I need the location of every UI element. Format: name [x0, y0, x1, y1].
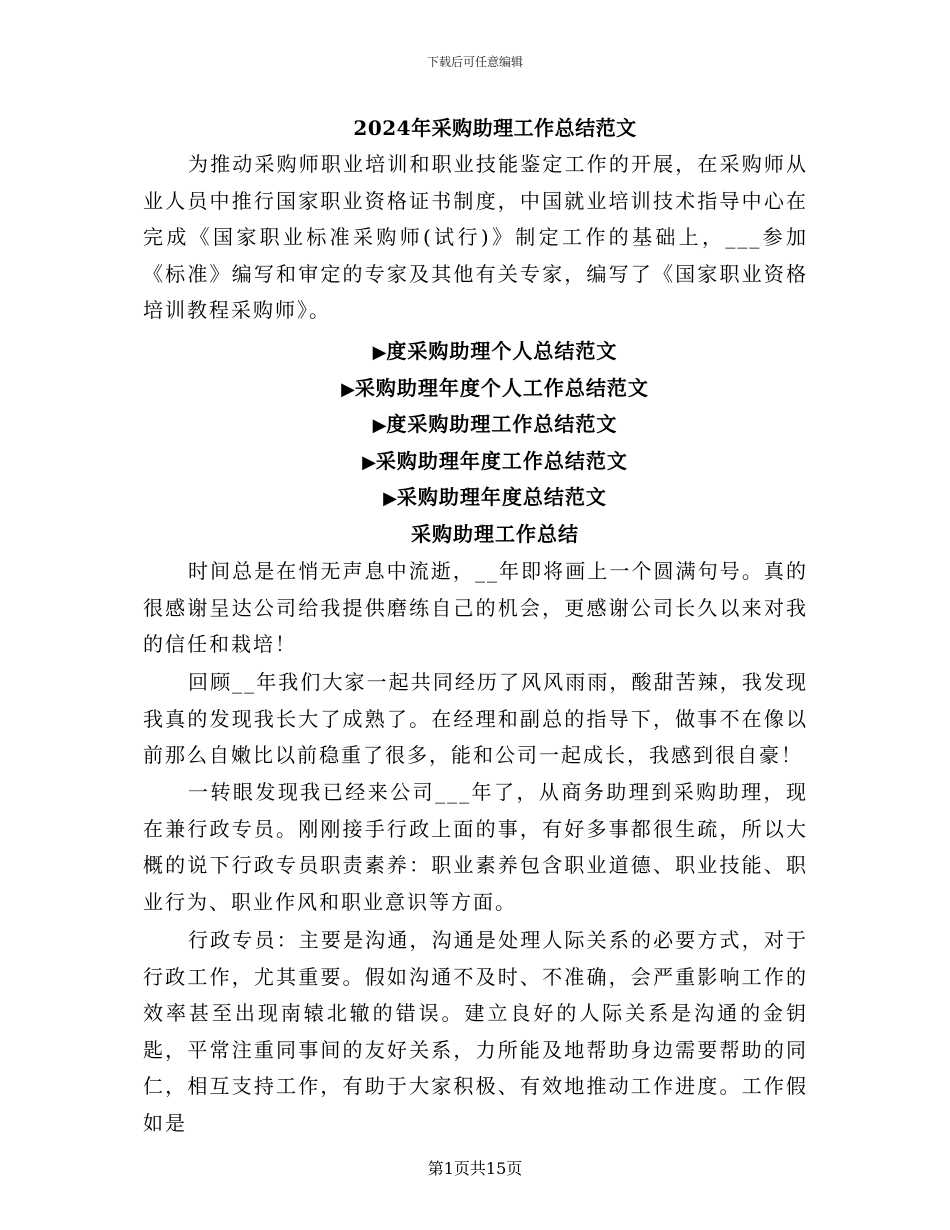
page-indicator: 第1页共15页: [427, 1159, 523, 1178]
related-links-list: [0, 333, 950, 516]
body-paragraph-3: 一转眼发现我已经来公司___年了，从商务助理到采购助理，现在兼行政专员。刚刚接手行政上面的事，有好多事都很生疏，所以大概的说下行政专员职责素养：职业素养包含职业道德、职业技能、职业行为、职业作风和职业意识等方面。: [143, 780, 808, 914]
body-paragraph-4: 行政专员：主要是沟通，沟通是处理人际关系的必要方式，对于行政工作，尤其重要。假如沟通不及时、不准确，会严重影响工作的效率甚至出现南辕北辙的错误。建立良好的人际关系是沟通的金钥匙，平常注重同事间的友好关系，力所能及地帮助身边需要帮助的同仁，相互支持工作，有助于大家积极、有效地推动工作进度。工作假如是: [143, 928, 808, 1135]
header-note: 下载后可任意编辑: [426, 55, 523, 69]
document-title: 2024年采购助理工作总结范文: [353, 116, 637, 140]
related-link-label: 度采购助理个人总结范文: [386, 339, 618, 363]
section-heading: 采购助理工作总结: [411, 522, 579, 546]
arrow-icon: ▶: [362, 451, 376, 473]
arrow-icon: ▶: [383, 488, 397, 509]
arrow-icon: ▶: [372, 415, 387, 436]
arrow-icon: ▶: [341, 378, 355, 400]
related-link-label: 度采购助理工作总结范文: [386, 412, 618, 436]
related-link-label: 采购助理年度个人工作总结范文: [354, 375, 649, 400]
related-link-2[interactable]: [0, 370, 950, 407]
intro-paragraph: 为推动采购师职业培训和职业技能鉴定工作的开展，在采购师从业人员中推行国家职业资格证书制度，中国就业培训技术指导中心在完成《国家职业标准采购师(试行)》制定工作的基础上，___参加《标准》编写和审定的专家及其他有关专家，编写了《国家职业资格培训教程采购师》。: [143, 152, 808, 322]
related-link-1[interactable]: [0, 333, 950, 370]
related-link-4[interactable]: [0, 443, 950, 480]
body-paragraph-1: 时间总是在悄无声息中流逝，__年即将画上一个圆满句号。真的很感谢呈达公司给我提供磨练自己的机会，更感谢公司长久以来对我的信任和栽培！: [143, 559, 808, 656]
related-link-5[interactable]: [0, 479, 950, 516]
related-link-3[interactable]: [0, 406, 950, 443]
arrow-icon: ▶: [372, 342, 387, 363]
related-link-label: 采购助理年度工作总结范文: [375, 448, 628, 473]
body-paragraph-2: 回顾__年我们大家一起共同经历了风风雨雨，酸甜苦辣，我发现我真的发现我长大了成熟了。在经理和副总的指导下，做事不在像以前那么自嫩比以前稳重了很多，能和公司一起成长，我感到很自豪！: [143, 670, 808, 767]
related-link-label: 采购助理年度总结范文: [396, 485, 607, 509]
